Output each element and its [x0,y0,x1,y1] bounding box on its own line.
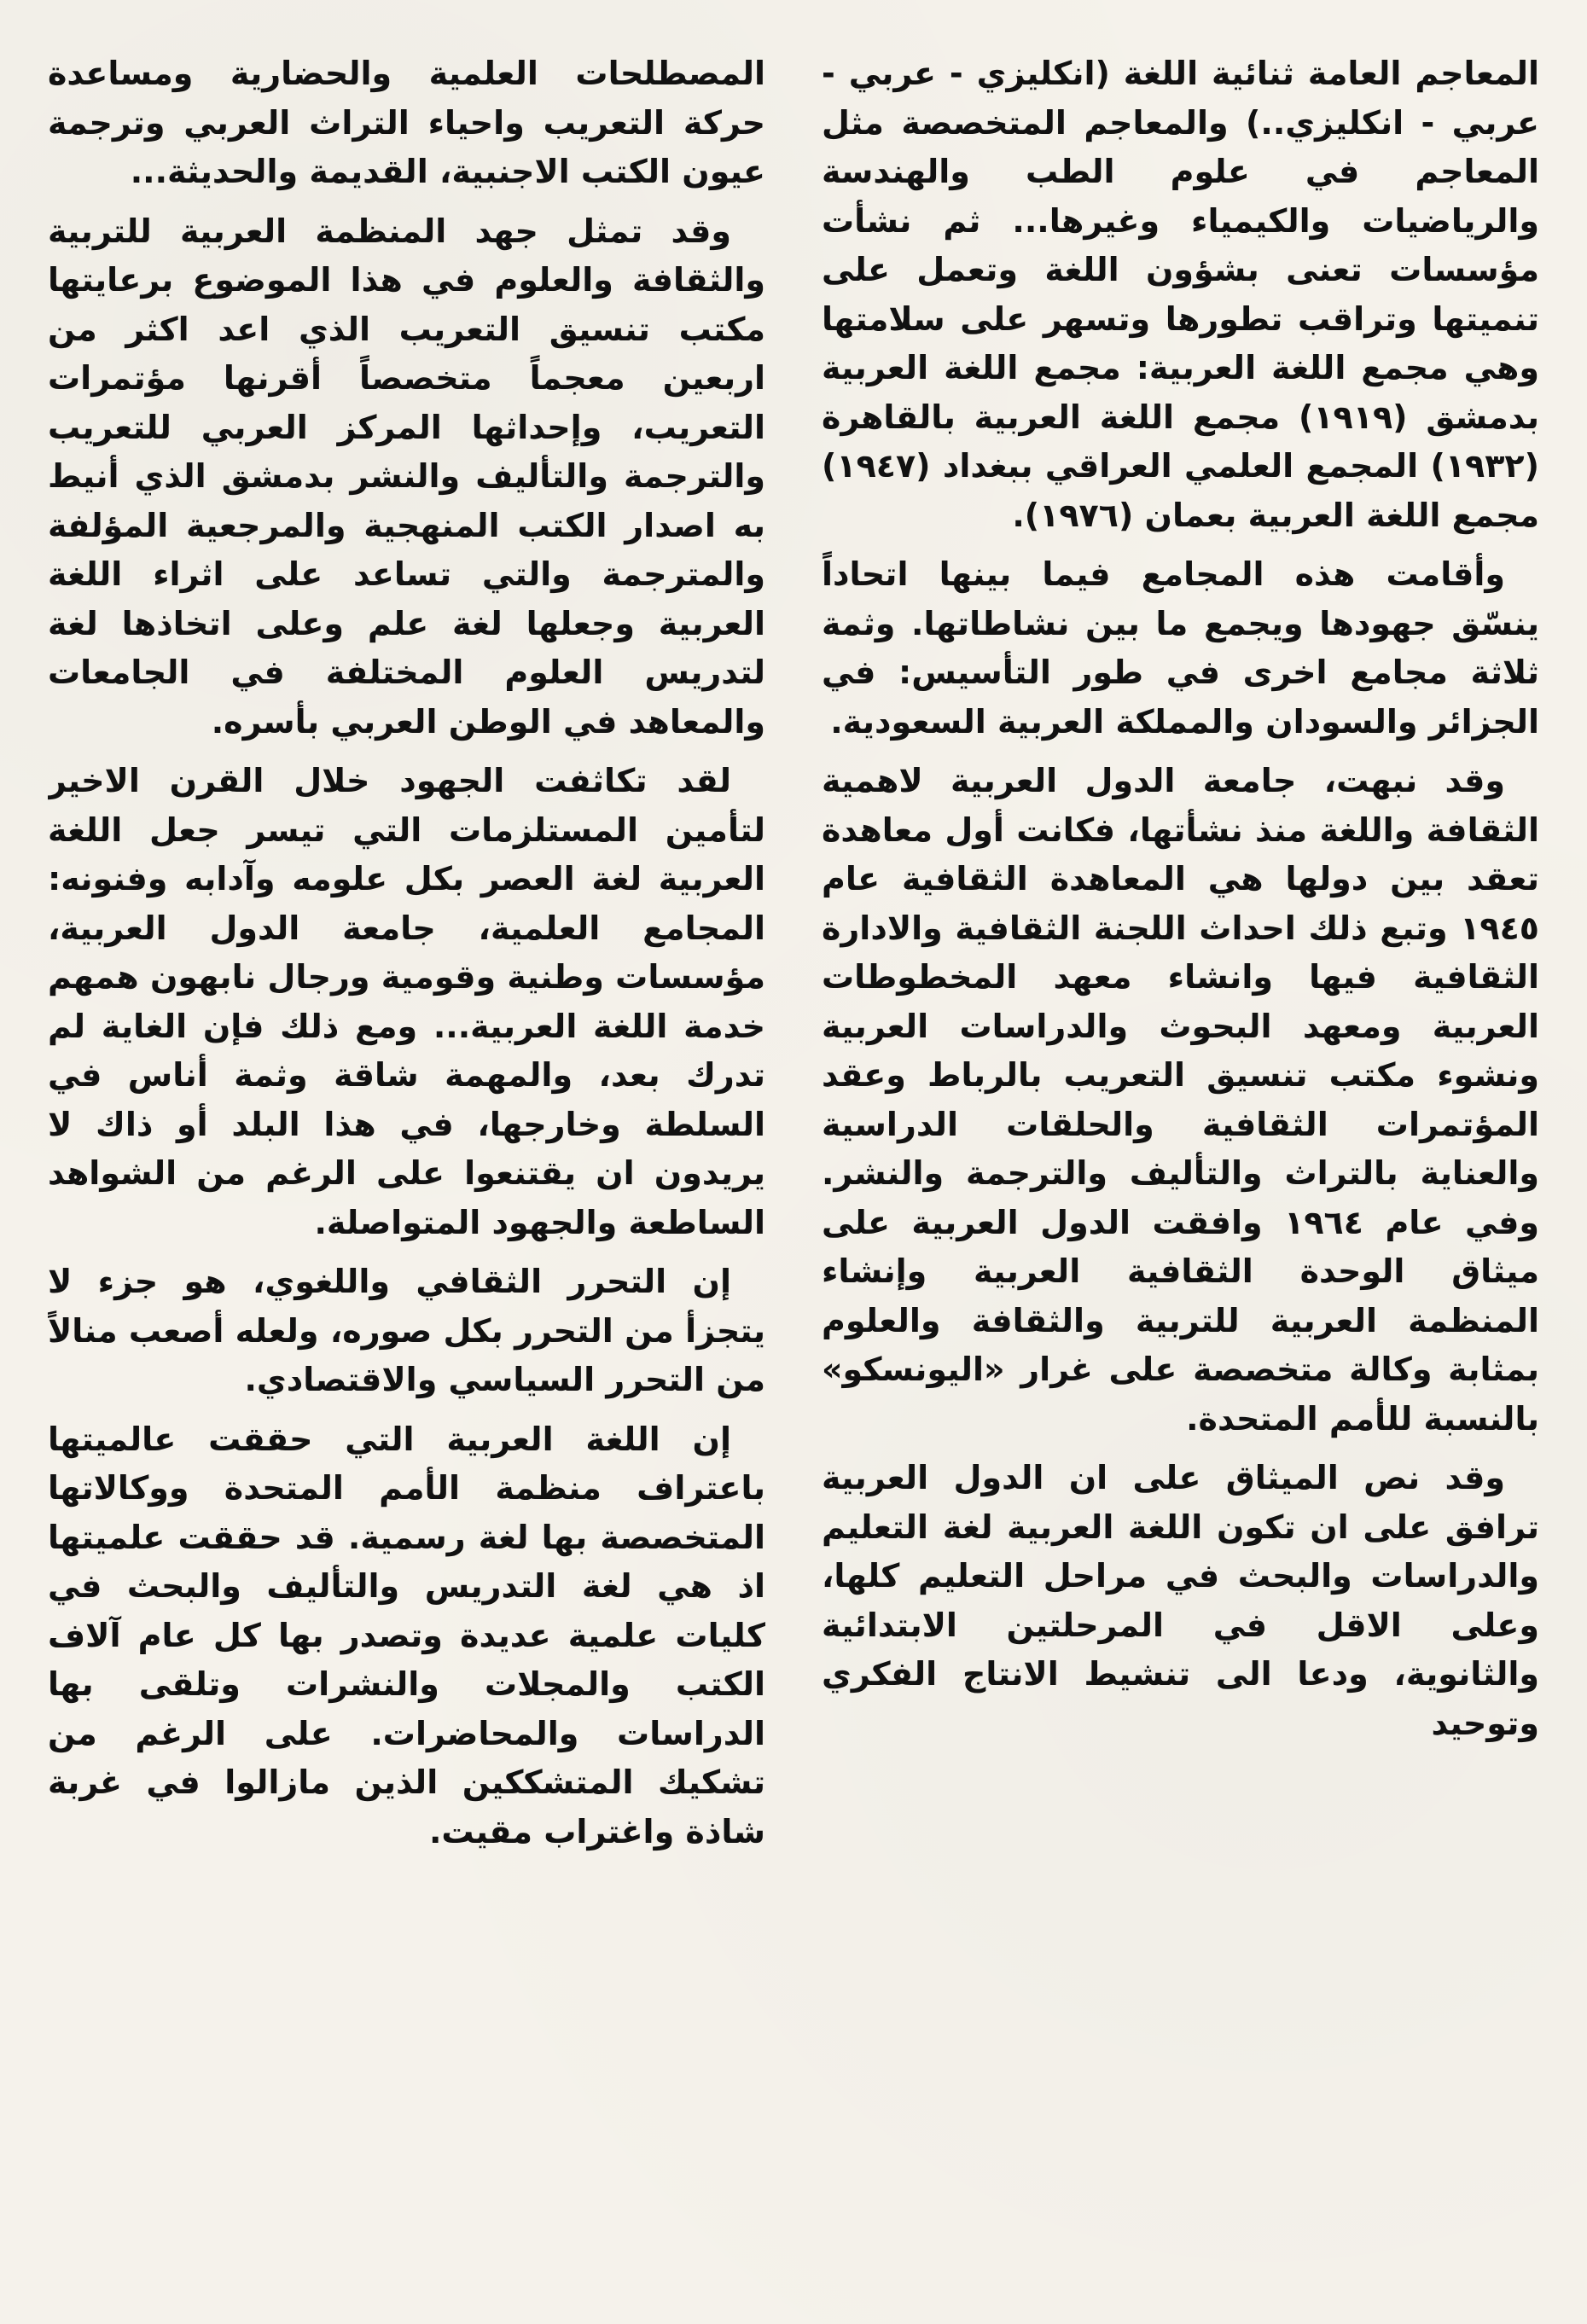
left-column [48,49,765,2290]
paragraph: المعاجم العامة ثنائية اللغة (انكليزي - عربي - عربي - انكليزي..) والمعاجم المتخصصة مثل المعاجم في علوم الطب والهندسة والرياضيات والكيمياء وغيرها... ثم نشأت مؤسسات تعنى بشؤون اللغة وتعمل على تنميتها وتراقب تطورها وتسهر على سلامتها وهي مجمع اللغة العربية: مجمع اللغة العربية بدمشق (١٩١٩) مجمع اللغة العربية بالقاهرة (١٩٣٢) المجمع العلمي العراقي ببغداد (١٩٤٧) مجمع اللغة العربية بعمان (١٩٧٦). [822,55,1539,534]
paragraph: وقد نص الميثاق على ان الدول العربية ترافق على ان تكون اللغة العربية لغة التعليم والدراسات والبحث في مراحل التعليم كلها، وعلى الاقل في المرحلتين الابتدائية والثانوية، ودعا الى تنشيط الانتاج الفكري وتوحيد [822,1459,1539,1742]
article-columns [48,49,1539,2290]
paragraph: إن اللغة العربية التي حققت عالميتها باعتراف منظمة الأمم المتحدة ووكالاتها المتخصصة بها لغة رسمية. قد حققت علميتها اذ هي لغة التدريس والتأليف والبحث في كليات علمية عديدة وتصدر بها كل عام آلاف الكتب والمجلات والنشرات وتلقى بها الدراسات والمحاضرات. على الرغم من تشكيك المتشككين الذين مازالوا في غربة شاذة واغتراب مقيت. [48,1420,765,1850]
paragraph: إن التحرر الثقافي واللغوي، هو جزء لا يتجزأ من التحرر بكل صوره، ولعله أصعب منالاً من التحرر السياسي والاقتصادي. [48,1263,765,1398]
right-column [822,49,1539,2290]
paragraph: لقد تكاثفت الجهود خلال القرن الاخير لتأمين المستلزمات التي تيسر جعل اللغة العربية لغة العصر بكل علومه وآدابه وفنونه: المجامع العلمية، جامعة الدول العربية، مؤسسات وطنية وقومية ورجال نابهون همهم خدمة اللغة العربية... ومع ذلك فإن الغاية لم تدرك بعد، والمهمة شاقة وثمة أناس في السلطة وخارجها، في هذا البلد أو ذاك لا يريدون ان يقتنعوا على الرغم من الشواهد الساطعة والجهود المتواصلة. [48,762,765,1241]
paragraph: وقد نبهت، جامعة الدول العربية لاهمية الثقافة واللغة منذ نشأتها، فكانت أول معاهدة تعقد بين دولها هي المعاهدة الثقافية عام ١٩٤٥ وتبع ذلك احداث اللجنة الثقافية والادارة الثقافية فيها وانشاء معهد المخطوطات العربية ومعهد البحوث والدراسات العربية ونشوء مكتب تنسيق التعريب بالرباط وعقد المؤتمرات الثقافية والحلقات الدراسية والعناية بالتراث والتأليف والترجمة والنشر. وفي عام ١٩٦٤ وافقت الدول العربية على ميثاق الوحدة الثقافية العربية وإنشاء المنظمة العربية للتربية والثقافة والعلوم بمثابة وكالة متخصصة على غرار «اليونسكو» بالنسبة للأمم المتحدة. [822,762,1539,1438]
paragraph: وأقامت هذه المجامع فيما بينها اتحاداً ينسّق جهودها ويجمع ما بين نشاطاتها. وثمة ثلاثة مجامع اخرى في طور التأسيس: في الجزائر والسودان والمملكة العربية السعودية. [822,555,1539,741]
paragraph: وقد تمثل جهد المنظمة العربية للتربية والثقافة والعلوم في هذا الموضوع برعايتها مكتب تنسيق التعريب الذي اعد اكثر من اربعين معجماً متخصصاً أقرنها مؤتمرات التعريب، وإحداثها المركز العربي للتعريب والترجمة والتأليف والنشر بدمشق الذي أنيط به اصدار الكتب المنهجية والمرجعية المؤلفة والمترجمة والتي تساعد على اثراء اللغة العربية وجعلها لغة علم وعلى اتخاذها لغة لتدريس العلوم المختلفة في الجامعات والمعاهد في الوطن العربي بأسره. [48,212,765,741]
paragraph: المصطلحات العلمية والحضارية ومساعدة حركة التعريب واحياء التراث العربي وترجمة عيون الكتب الاجنبية، القديمة والحديثة... [48,55,765,190]
